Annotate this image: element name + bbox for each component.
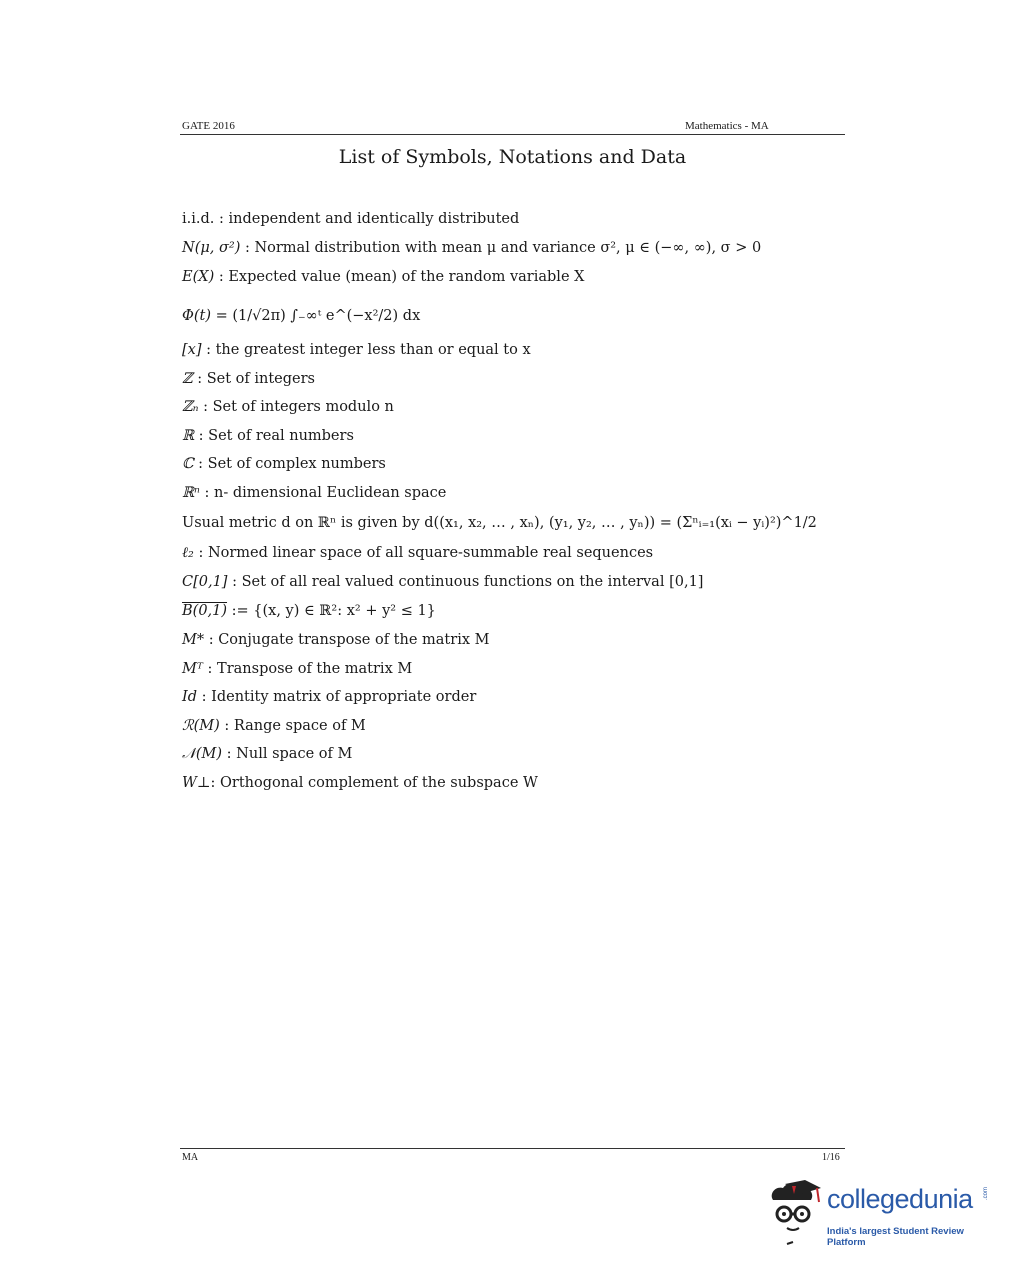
page-title: List of Symbols, Notations and Data: [338, 146, 687, 168]
list-item: [182, 483, 446, 503]
entry-text: : Normed linear space of all square-summable real sequences: [193, 545, 654, 561]
logo-wordmark: collegedunia: [827, 1184, 973, 1214]
entry-symbol: ℓ₂: [182, 545, 194, 561]
header-right: Mathematics - MA: [685, 120, 769, 132]
entry-text: := {(x, y) ∈ ℝ²: x² + y² ≤ 1}: [227, 603, 436, 619]
entry-text: : Expected value (mean) of the random variable X: [214, 269, 585, 285]
entry-symbol: ℝ: [182, 428, 195, 444]
entry-symbol: E(X): [182, 269, 215, 285]
entry-text: = (1/√2π) ∫₋∞ᵗ e^(−x²/2) dx: [211, 308, 421, 324]
entry-symbol: 𝒩(M): [182, 746, 223, 762]
list-item: [182, 659, 412, 679]
entry-symbol: M*: [182, 632, 205, 648]
list-item: [182, 572, 703, 592]
entry-symbol: C[0,1]: [182, 574, 228, 590]
page-number: 1/16: [822, 1152, 840, 1163]
collegedunia-logo[interactable]: [765, 1178, 995, 1248]
logo-suffix: .com: [983, 1186, 989, 1200]
list-item: [182, 513, 817, 533]
entry-text: : Set of all real valued continuous functions on the interval [0,1]: [227, 574, 704, 590]
entry-text: : Set of integers: [192, 371, 315, 387]
list-item: [182, 397, 394, 417]
entry-text: : Null space of M: [222, 746, 353, 762]
list-item: [182, 630, 489, 650]
list-item: [182, 426, 354, 446]
list-item: [182, 238, 761, 258]
entry-symbol: ℝⁿ: [182, 485, 200, 501]
entry-symbol: ℂ: [182, 456, 194, 472]
list-item: [182, 209, 519, 229]
entry-symbol: ℛ(M): [182, 718, 220, 734]
list-item: [182, 267, 584, 287]
entry-text: : Transpose of the matrix M: [202, 661, 413, 677]
entry-text: : Normal distribution with mean μ and variance σ², μ ∈ (−∞, ∞), σ > 0: [240, 240, 762, 256]
list-item: [182, 454, 386, 474]
entry-symbol: Id: [182, 689, 198, 705]
mascot-icon: [765, 1178, 825, 1248]
entry-text: : Range space of M: [219, 718, 366, 734]
entry-text: : n- dimensional Euclidean space: [199, 485, 447, 501]
entry-symbol: W⊥: [182, 775, 211, 791]
list-item: [182, 601, 436, 621]
logo-tagline: India's largest Student Review Platform: [827, 1226, 964, 1248]
entry-text: i.i.d. : independent and identically distributed: [182, 211, 520, 227]
entry-text: : Identity matrix of appropriate order: [197, 689, 477, 705]
entry-text: : the greatest integer less than or equal to x: [201, 342, 531, 358]
header-rule: [180, 134, 845, 135]
entry-text: : Set of integers modulo n: [198, 399, 394, 415]
entry-text: Usual metric d on ℝⁿ is given by d((x₁, x₂, … , xₙ), (y₁, y₂, … , yₙ)) = (Σⁿᵢ₌₁(xᵢ − yᵢ)²)^1/2: [182, 515, 817, 531]
list-item: [182, 340, 531, 360]
list-item: [182, 744, 352, 764]
list-item: [182, 543, 653, 563]
entry-text: : Set of complex numbers: [193, 456, 386, 472]
list-item: [182, 716, 366, 736]
list-item: [182, 773, 538, 793]
entry-symbol: B(0,1): [182, 603, 228, 619]
entry-symbol: ℤₙ: [182, 399, 199, 415]
list-item: [182, 306, 420, 326]
entry-text: : Conjugate transpose of the matrix M: [204, 632, 490, 648]
entry-symbol: N(μ, σ²): [182, 240, 241, 256]
entry-text: : Orthogonal complement of the subspace W: [210, 775, 538, 791]
header-left: GATE 2016: [182, 120, 235, 132]
footer-rule: [180, 1148, 845, 1149]
list-item: [182, 687, 476, 707]
entry-symbol: ℤ: [182, 371, 193, 387]
entry-symbol: Φ(t): [182, 308, 212, 324]
entry-text: : Set of real numbers: [194, 428, 354, 444]
entry-symbol: Mᵀ: [182, 661, 203, 677]
footer-left: MA: [182, 1152, 199, 1163]
entry-symbol: [x]: [182, 342, 202, 358]
list-item: [182, 369, 315, 389]
